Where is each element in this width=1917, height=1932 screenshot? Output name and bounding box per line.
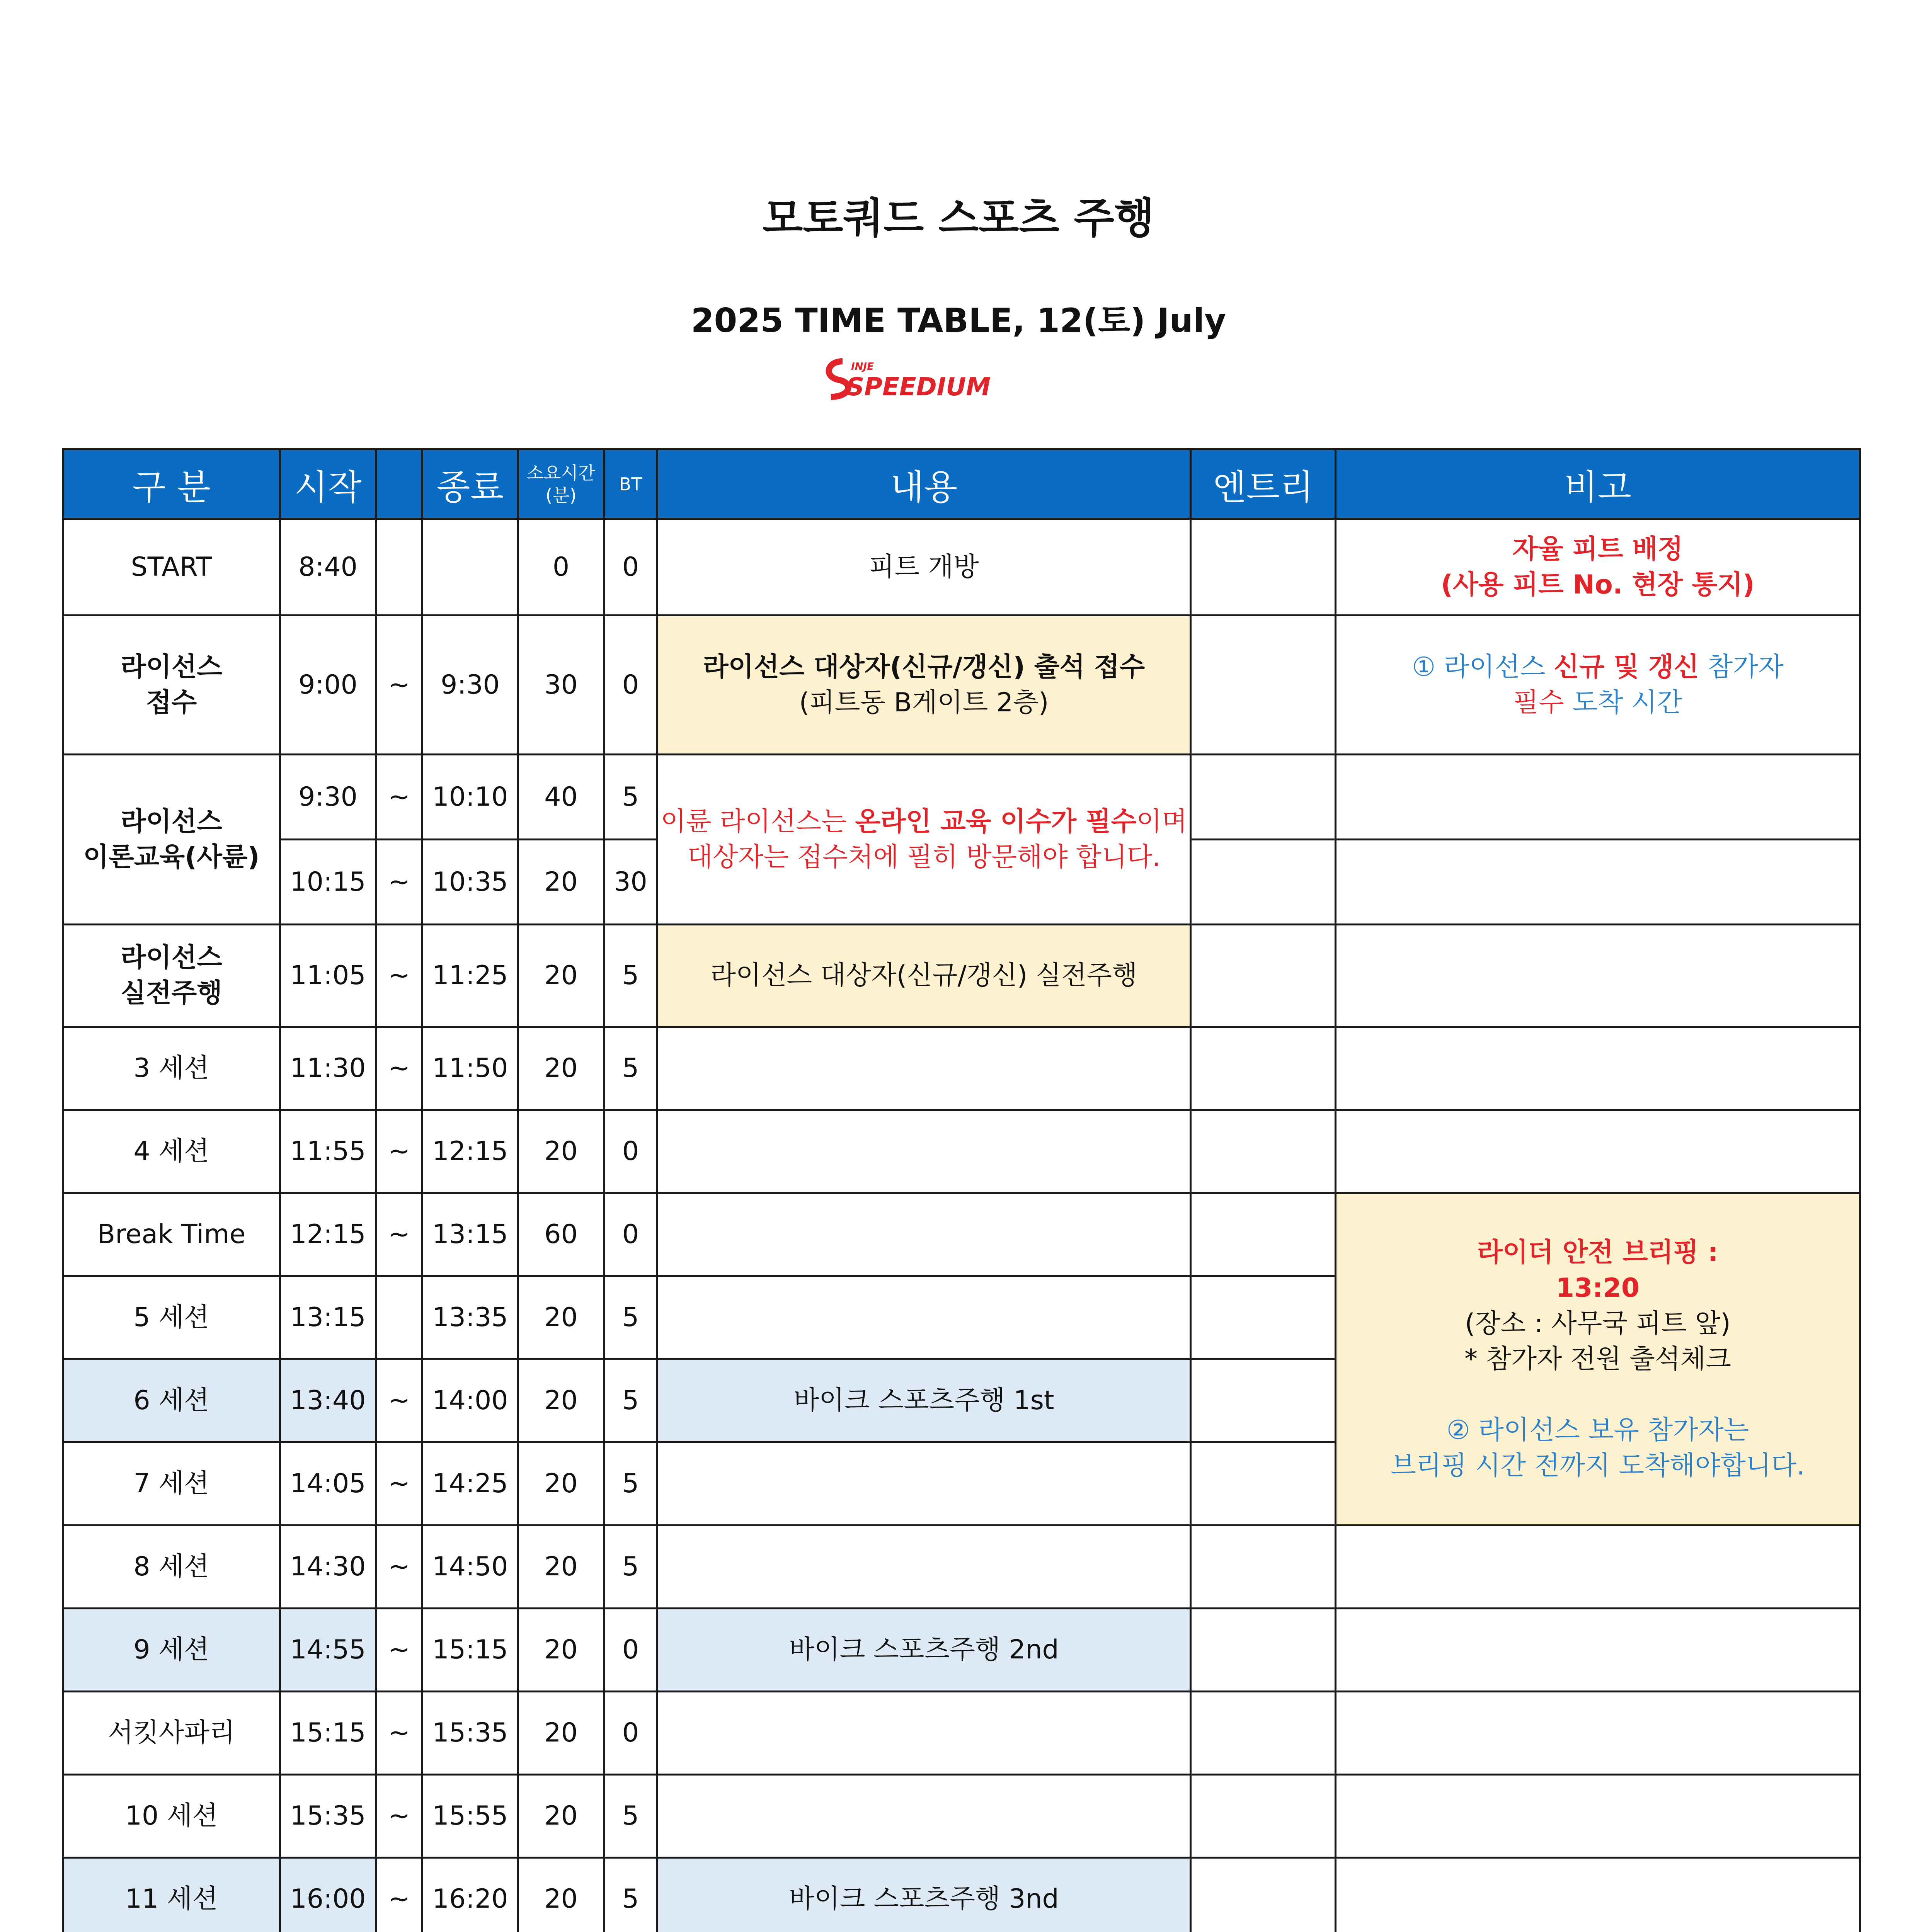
- inje-speedium-logo: [819, 354, 1036, 404]
- bt-cell: 0: [604, 1609, 657, 1692]
- tilde-cell: [376, 519, 422, 616]
- content-cell: 바이크 스포츠주행 1st: [657, 1359, 1191, 1442]
- entry-cell: [1191, 519, 1336, 616]
- duration-cell: 20: [518, 840, 604, 925]
- duration-cell: 60: [518, 1193, 604, 1276]
- category-cell: 서킷사파리: [63, 1692, 280, 1775]
- content-cell: [657, 1775, 1191, 1858]
- content-cell: 라이선스 대상자(신규/갱신) 실전주행: [657, 925, 1191, 1027]
- content-cell: [657, 1193, 1191, 1276]
- end-cell: 9:30: [422, 616, 518, 755]
- remarks-cell: [1336, 925, 1860, 1027]
- bt-cell: 5: [604, 755, 657, 840]
- category-cell: 8 세션: [63, 1526, 280, 1609]
- bt-cell: 5: [604, 1276, 657, 1359]
- end-cell: [422, 519, 518, 616]
- tilde-cell: ~: [376, 616, 422, 755]
- tilde-cell: ~: [376, 1110, 422, 1193]
- entry-cell: [1191, 1526, 1336, 1609]
- tilde-cell: ~: [376, 1775, 422, 1858]
- entry-cell: [1191, 1027, 1336, 1110]
- header-start: 시작: [280, 449, 376, 519]
- header-bt: BT: [604, 449, 657, 519]
- end-cell: 10:10: [422, 755, 518, 840]
- category-cell: 라이선스 이론교육(사륜): [63, 755, 280, 925]
- table-row: [63, 1692, 1860, 1775]
- header-tilde: [376, 449, 422, 519]
- bt-cell: 0: [604, 1692, 657, 1775]
- table-row: [63, 1110, 1860, 1193]
- header-end: 종료: [422, 449, 518, 519]
- entry-cell: [1191, 1442, 1336, 1526]
- category-cell: 7 세션: [63, 1442, 280, 1526]
- tilde-cell: ~: [376, 1193, 422, 1276]
- content-theory-note: 이륜 라이선스는 온라인 교육 이수가 필수이며 대상자는 접수처에 필히 방문해야 합니다.: [657, 755, 1191, 925]
- table-row: [63, 1193, 1860, 1276]
- content-cell: 피트 개방: [657, 519, 1191, 616]
- entry-cell: [1191, 1692, 1336, 1775]
- end-cell: 12:15: [422, 1110, 518, 1193]
- tilde-cell: [376, 1276, 422, 1359]
- page-title: 모토쿼드 스포츠 주행: [762, 194, 1155, 243]
- end-cell: 15:15: [422, 1609, 518, 1692]
- remarks-cell: [1336, 1027, 1860, 1110]
- bt-cell: 0: [604, 519, 657, 616]
- table-row: [63, 616, 1860, 755]
- duration-cell: 20: [518, 1609, 604, 1692]
- remarks-license-arrival: ① 라이선스 신규 및 갱신 참가자 필수 도착 시간: [1336, 616, 1860, 755]
- duration-cell: 20: [518, 1110, 604, 1193]
- tilde-cell: ~: [376, 1609, 422, 1692]
- duration-cell: 20: [518, 1858, 604, 1932]
- end-cell: 10:35: [422, 840, 518, 925]
- start-cell: 8:40: [280, 519, 376, 616]
- entry-cell: [1191, 616, 1336, 755]
- end-cell: 13:35: [422, 1276, 518, 1359]
- table-row: [63, 1027, 1860, 1110]
- remarks-cell: [1336, 840, 1860, 925]
- category-cell: 3 세션: [63, 1027, 280, 1110]
- table-row: [63, 925, 1860, 1027]
- tilde-cell: ~: [376, 755, 422, 840]
- svg-text:SPEEDIUM: SPEEDIUM: [846, 373, 991, 401]
- bt-cell: 5: [604, 1775, 657, 1858]
- tilde-cell: ~: [376, 925, 422, 1027]
- entry-cell: [1191, 1775, 1336, 1858]
- start-cell: 14:05: [280, 1442, 376, 1526]
- entry-cell: [1191, 1110, 1336, 1193]
- category-cell: 11 세션: [63, 1858, 280, 1932]
- start-cell: 13:40: [280, 1359, 376, 1442]
- category-cell: Break Time: [63, 1193, 280, 1276]
- end-cell: 11:25: [422, 925, 518, 1027]
- start-cell: 9:30: [280, 755, 376, 840]
- table-row: [63, 755, 1860, 840]
- entry-cell: [1191, 1276, 1336, 1359]
- remarks-pit-assignment: 자율 피트 배정 (사용 피트 No. 현장 통지): [1336, 519, 1860, 616]
- bt-cell: 0: [604, 1110, 657, 1193]
- remarks-cell: [1336, 755, 1860, 840]
- header-duration: 소요시간 (분): [518, 449, 604, 519]
- remarks-cell: [1336, 1110, 1860, 1193]
- bt-cell: 0: [604, 616, 657, 755]
- start-cell: 16:00: [280, 1858, 376, 1932]
- category-cell: START: [63, 519, 280, 616]
- header-category: 구 분: [63, 449, 280, 519]
- content-cell: [657, 1110, 1191, 1193]
- category-cell: 10 세션: [63, 1775, 280, 1858]
- entry-cell: [1191, 1359, 1336, 1442]
- header-content: 내용: [657, 449, 1191, 519]
- bt-cell: 30: [604, 840, 657, 925]
- category-cell: 라이선스 실전주행: [63, 925, 280, 1027]
- table-row: [63, 1526, 1860, 1609]
- duration-cell: 20: [518, 925, 604, 1027]
- remarks-cell: [1336, 1858, 1860, 1932]
- content-cell: [657, 1526, 1191, 1609]
- category-cell: 6 세션: [63, 1359, 280, 1442]
- start-cell: 10:15: [280, 840, 376, 925]
- tilde-cell: ~: [376, 1359, 422, 1442]
- category-cell: 4 세션: [63, 1110, 280, 1193]
- entry-cell: [1191, 840, 1336, 925]
- duration-cell: 20: [518, 1027, 604, 1110]
- remarks-safety-briefing: 라이더 안전 브리핑 : 13:20 (장소 : 사무국 피트 앞) * 참가자 전원 출석체크 ② 라이선스 보유 참가자는 브리핑 시간 전까지 도착해야합니다.: [1336, 1193, 1860, 1526]
- start-cell: 14:30: [280, 1526, 376, 1609]
- duration-cell: 20: [518, 1276, 604, 1359]
- entry-cell: [1191, 1858, 1336, 1932]
- content-cell: 바이크 스포츠주행 2nd: [657, 1609, 1191, 1692]
- start-cell: 11:55: [280, 1110, 376, 1193]
- header-remarks: 비고: [1336, 449, 1860, 519]
- bt-cell: 5: [604, 925, 657, 1027]
- bt-cell: 5: [604, 1858, 657, 1932]
- bt-cell: 5: [604, 1027, 657, 1110]
- duration-cell: 0: [518, 519, 604, 616]
- remarks-cell: [1336, 1526, 1860, 1609]
- bt-cell: 5: [604, 1442, 657, 1526]
- category-cell: 9 세션: [63, 1609, 280, 1692]
- content-cell: [657, 1442, 1191, 1526]
- duration-cell: 20: [518, 1526, 604, 1609]
- start-cell: 13:15: [280, 1276, 376, 1359]
- start-cell: 11:30: [280, 1027, 376, 1110]
- duration-cell: 20: [518, 1359, 604, 1442]
- content-cell: [657, 1276, 1191, 1359]
- end-cell: 16:20: [422, 1858, 518, 1932]
- bt-cell: 0: [604, 1193, 657, 1276]
- duration-cell: 40: [518, 755, 604, 840]
- end-cell: 11:50: [422, 1027, 518, 1110]
- tilde-cell: ~: [376, 1858, 422, 1932]
- end-cell: 15:55: [422, 1775, 518, 1858]
- entry-cell: [1191, 1193, 1336, 1276]
- end-cell: 15:35: [422, 1692, 518, 1775]
- table-row: [63, 1858, 1860, 1932]
- header-entry: 엔트리: [1191, 449, 1336, 519]
- remarks-cell: [1336, 1775, 1860, 1858]
- end-cell: 14:50: [422, 1526, 518, 1609]
- entry-cell: [1191, 1609, 1336, 1692]
- duration-cell: 20: [518, 1692, 604, 1775]
- content-cell: 라이선스 대상자(신규/갱신) 출석 접수 (피트동 B게이트 2층): [657, 616, 1191, 755]
- entry-cell: [1191, 755, 1336, 840]
- start-cell: 9:00: [280, 616, 376, 755]
- content-cell: [657, 1027, 1191, 1110]
- category-cell: 라이선스 접수: [63, 616, 280, 755]
- end-cell: 14:00: [422, 1359, 518, 1442]
- remarks-cell: [1336, 1692, 1860, 1775]
- tilde-cell: ~: [376, 1442, 422, 1526]
- remarks-cell: [1336, 1609, 1860, 1692]
- tilde-cell: ~: [376, 840, 422, 925]
- entry-cell: [1191, 925, 1336, 1027]
- page-subtitle: 2025 TIME TABLE, 12(토) July: [691, 301, 1226, 340]
- start-cell: 14:55: [280, 1609, 376, 1692]
- table-header-row: [63, 449, 1860, 519]
- content-cell: [657, 1692, 1191, 1775]
- end-cell: 14:25: [422, 1442, 518, 1526]
- end-cell: 13:15: [422, 1193, 518, 1276]
- tilde-cell: ~: [376, 1692, 422, 1775]
- tilde-cell: ~: [376, 1027, 422, 1110]
- duration-cell: 20: [518, 1775, 604, 1858]
- start-cell: 15:15: [280, 1692, 376, 1775]
- duration-cell: 30: [518, 616, 604, 755]
- category-cell: 5 세션: [63, 1276, 280, 1359]
- bt-cell: 5: [604, 1526, 657, 1609]
- time-table: [62, 448, 1861, 1932]
- start-cell: 15:35: [280, 1775, 376, 1858]
- duration-cell: 20: [518, 1442, 604, 1526]
- table-row: [63, 1609, 1860, 1692]
- table-row: [63, 519, 1860, 616]
- start-cell: 11:05: [280, 925, 376, 1027]
- bt-cell: 5: [604, 1359, 657, 1442]
- start-cell: 12:15: [280, 1193, 376, 1276]
- table-row: [63, 1775, 1860, 1858]
- tilde-cell: ~: [376, 1526, 422, 1609]
- svg-text:INJE: INJE: [851, 361, 874, 372]
- content-cell: 바이크 스포츠주행 3nd: [657, 1858, 1191, 1932]
